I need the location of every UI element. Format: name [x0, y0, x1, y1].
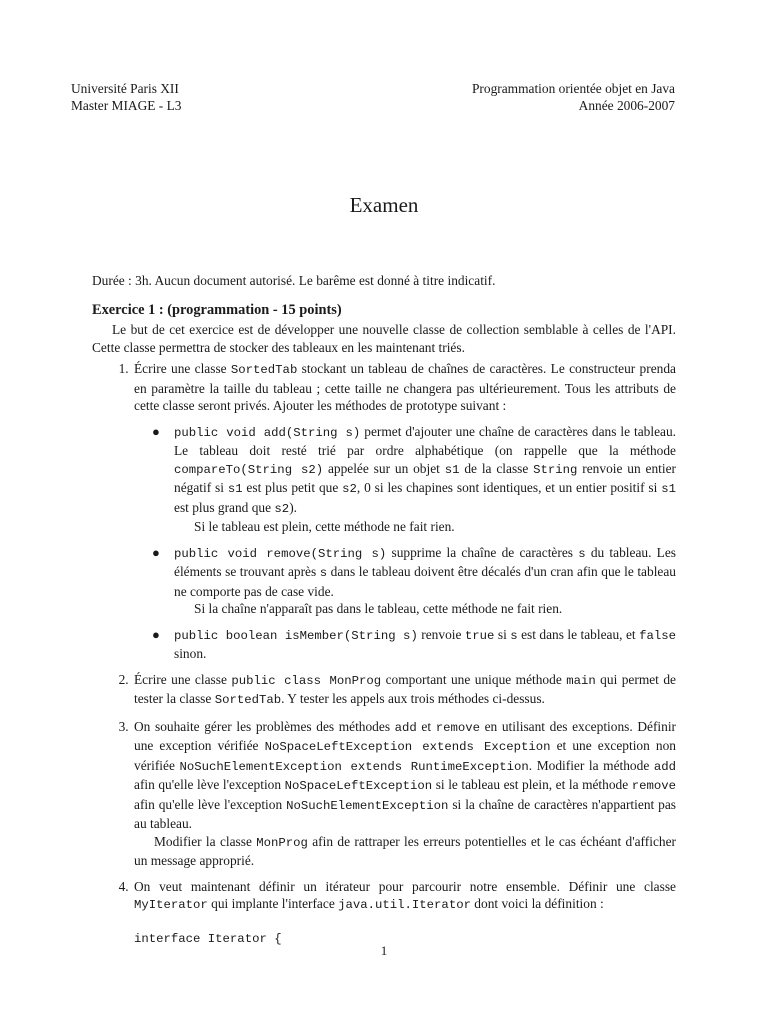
document-body	[92, 272, 676, 956]
header-right	[472, 80, 675, 114]
exercise-1-intro: Le but de cet exercice est de développer une nouvelle classe de collection semblable à celles de l'API. Cette classe permettra de stocker des tableaux en les maintenant triés.	[92, 322, 676, 355]
document-title: Examen	[349, 193, 419, 217]
exercise-1-title: Exercice 1 : (programmation - 15 points)	[92, 301, 342, 318]
bullet-icon: ●	[152, 423, 160, 439]
method-add: ● public void add(String s) permet d'ajouter une chaîne de caractères dans le tableau. Le tableau doit resté trié par ordre alphabétique (on rappelle que la méthode compareTo(String s2) appelée sur un objet s1 de la classe String renvoie un entier négatif si s1 est plus petit que s2, 0 si les chapines sont identiques, et un entier positif si s1 est plus grand que s2). Si le tableau est plein, cette méthode ne fait rien.	[152, 423, 677, 534]
method-remove: ● public void remove(String s) supprime la chaîne de caractères s du tableau. Les éléments se trouvant après s dans le tableau doivent être décalés d'un cran afin que le tableau ne comporte pas de case vide. Si la chaîne n'apparaît pas dans le tableau, cette méthode ne fait rien.	[152, 544, 677, 616]
question-4: 4. On veut maintenant définir un itérateur pour parcourir notre ensemble. Définir une classe MyIterator qui implante l'interface java.util.Iterator dont voici la définition : interface Iterator {	[132, 878, 676, 949]
course-name: Programmation orientée objet en Java	[471, 81, 675, 96]
university-name: Université Paris XII	[71, 81, 179, 96]
academic-year: Année 2006-2007	[578, 98, 675, 113]
code-snippet: interface Iterator {	[134, 931, 282, 946]
question-2: 2. Écrire une classe public class MonProg comportant une unique méthode main qui permet de tester la classe SortedTab. Y tester les appels aux trois méthodes ci-dessus.	[132, 671, 676, 710]
method-ismember: ● public boolean isMember(String s) renvoie true si s est dans le tableau, et false sinon.	[152, 626, 676, 661]
bullet-icon: ●	[152, 626, 160, 642]
question-3: 3. On souhaite gérer les problèmes des méthodes add et remove en utilisant des exceptions. Définir une exception vérifiée NoSpaceLeftException extends Exception et une exception non vérifiée NoSuchElementException extends RuntimeException. Modifier la méthode add afin qu'elle lève l'exception NoSpaceLeftException si le tableau est plein, et la méthode remove afin qu'elle lève l'exception NoSuchElementException si la chaîne de caractères n'appartient pas au tableau. Modifier la classe MonProg afin de rattraper les erreurs potentielles et le cas échéant d'afficher un message approprié.	[132, 718, 676, 870]
program-name: Master MIAGE - L3	[71, 98, 182, 113]
question-list	[92, 360, 676, 948]
exam-instructions: Durée : 3h. Aucun document autorisé. Le barême est donné à titre indicatif.	[92, 273, 496, 288]
bullet-icon: ●	[152, 544, 160, 560]
method-remove-note: Si la chaîne n'apparaît pas dans le tableau, cette méthode ne fait rien.	[194, 601, 563, 616]
page-number: 1	[380, 943, 388, 958]
header-left	[71, 80, 181, 114]
question-1: 1. Écrire une classe SortedTab stockant un tableau de chaînes de caractères. Le constructeur prenda en paramètre la taille du tableau ; cette taille ne changera pas ultérieurement. Tous les attributs de cette classe seront privés. Ajouter les méthodes de prototype suivant : ● public void add(String s) permet d'ajouter une chaîne de caractères dans le tableau. Le tableau doit resté trié par ordre alphabétique (on rappelle que la méthode compareTo(String s2) appelée sur un objet s1 de la classe String renvoie un entier négatif si s1 est plus petit que s2, 0 si les chapines sont identiques, et un entier positif si s1 est plus grand que s2). Si le tableau est plein, cette méthode ne fait rien. ● public void remove(String s) supprime la chaîne de caractères s du tableau. Les éléments se trouvant après s dans le tableau doivent être décalés d'un cran afin que le tableau ne comporte pas de case vide. Si la chaîne n'apparaît pas dans le tableau, cette méthode ne fait rien. ● public boolean isMember(String s) renvoie true si s est dans le tableau, et false sinon.	[132, 360, 676, 663]
question-3-part-2: Modifier la classe MonProg afin de rattraper les erreurs potentielles et le cas échéant d'afficher un message approprié.	[134, 833, 676, 868]
method-add-note: Si le tableau est plein, cette méthode ne fait rien.	[194, 519, 455, 534]
method-list	[134, 423, 676, 663]
